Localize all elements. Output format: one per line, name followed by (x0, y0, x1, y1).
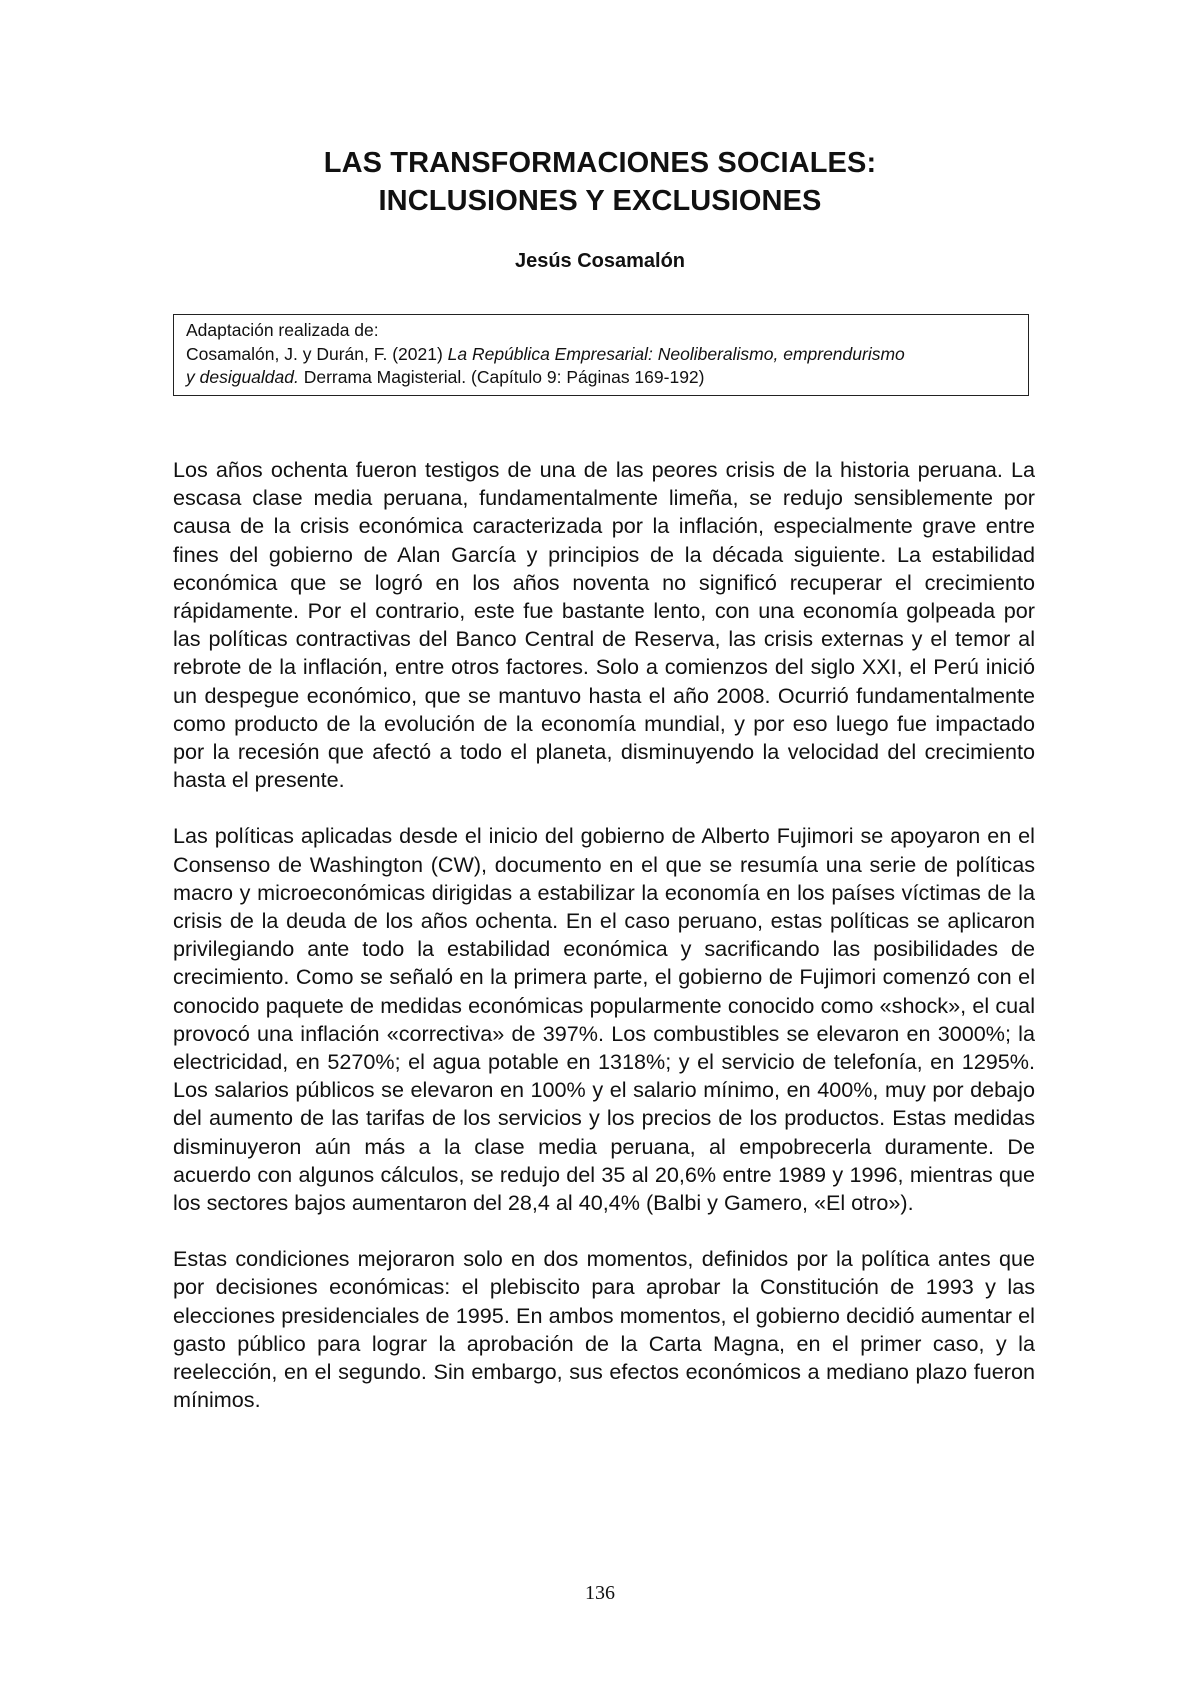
paragraph-3: Estas condiciones mejoraron solo en dos momentos, definidos por la política antes que por decisiones económicas: el plebiscito para aprobar la Constitución de 1993 y las elecciones presidenciales de 1995. En ambos momentos, el gobierno decidió aumentar el gasto público para lograr la aprobación de la Carta Magna, en el primer caso, y la reelección, en el segundo. Sin embargo, sus efectos económicos a mediano plazo fueron mínimos. (173, 1246, 1035, 1413)
page-title (0, 144, 1200, 220)
citation-line-2 (186, 366, 1016, 390)
author-name: Jesús Cosamalón (514, 250, 686, 272)
source-heading: Adaptación realizada de: (186, 320, 379, 340)
page-number: 136 (585, 1582, 615, 1604)
paragraph-2: Las políticas aplicadas desde el inicio del gobierno de Alberto Fujimori se apoyaron en el Consenso de Washington (CW), documento en el que se resumía una serie de políticas macro y microeconómicas dirigidas a estabilizar la economía en los países víctimas de la crisis de la deuda de los años ochenta. En el caso peruano, estas políticas se aplicaron privilegiando ante todo la estabilidad económica y sacrificando las posibilidades de crecimiento. Como se señaló en la primera parte, el gobierno de Fujimori comenzó con el conocido paquete de medidas económicas popularmente conocido como «shock», el cual provocó una inflación «correctiva» de 397%. Los combustibles se elevaron en 3000%; la electricidad, en 5270%; el agua potable en 1318%; y el servicio de telefonía, en 1295%. Los salarios públicos se elevaron en 100% y el salario mínimo, en 400%, muy por debajo del aumento de las tarifas de los servicios y los precios de los productos. Estas medidas disminuyeron aún más a la clase media peruana, al empobrecerla duramente. De acuerdo con algunos cálculos, se redujo del 35 al 20,6% entre 1989 y 1996, mientras que los sectores bajos aumentaron del 28,4 al 40,4% (Balbi y Gamero, «El otro»). (173, 823, 1035, 1216)
title-line-2: INCLUSIONES Y EXCLUSIONES (378, 185, 822, 217)
paragraph-1: Los años ochenta fueron testigos de una de las peores crisis de la historia peruana. La escasa clase media peruana, fundamentalmente limeña, se redujo sensiblemente por causa de la crisis económica caracterizada por la inflación, especialmente grave entre fines del gobierno de Alan García y principios de la década siguiente. La estabilidad económica que se logró en los años noventa no significó recuperar el crecimiento rápidamente. Por el contrario, este fue bastante lento, con una economía golpeada por las políticas contractivas del Banco Central de Reserva, las crisis externas y el temor al rebrote de la inflación, entre otros factores. Solo a comienzos del siglo XXI, el Perú inició un despegue económico, que se mantuvo hasta el año 2008. Ocurrió fundamentalmente como producto de la evolución de la economía mundial, y por eso luego fue impactado por la recesión que afectó a todo el planeta, disminuyendo la velocidad del crecimiento hasta el presente. (173, 457, 1035, 793)
citation-prefix: Cosamalón, J. y Durán, F. (2021) (186, 343, 448, 364)
citation-line-1 (186, 343, 1016, 367)
citation-suffix: Derrama Magisterial. (Capítulo 9: Páginas 169-192) (298, 367, 705, 387)
title-line-1: LAS TRANSFORMACIONES SOCIALES: (323, 147, 877, 179)
citation-title-part-2: y desigualdad. (186, 367, 299, 387)
body-text (173, 456, 1035, 1443)
citation-title-part-1: La República Empresarial: Neoliberalismo, emprendurismo (447, 343, 905, 364)
source-citation-box (173, 314, 1029, 396)
